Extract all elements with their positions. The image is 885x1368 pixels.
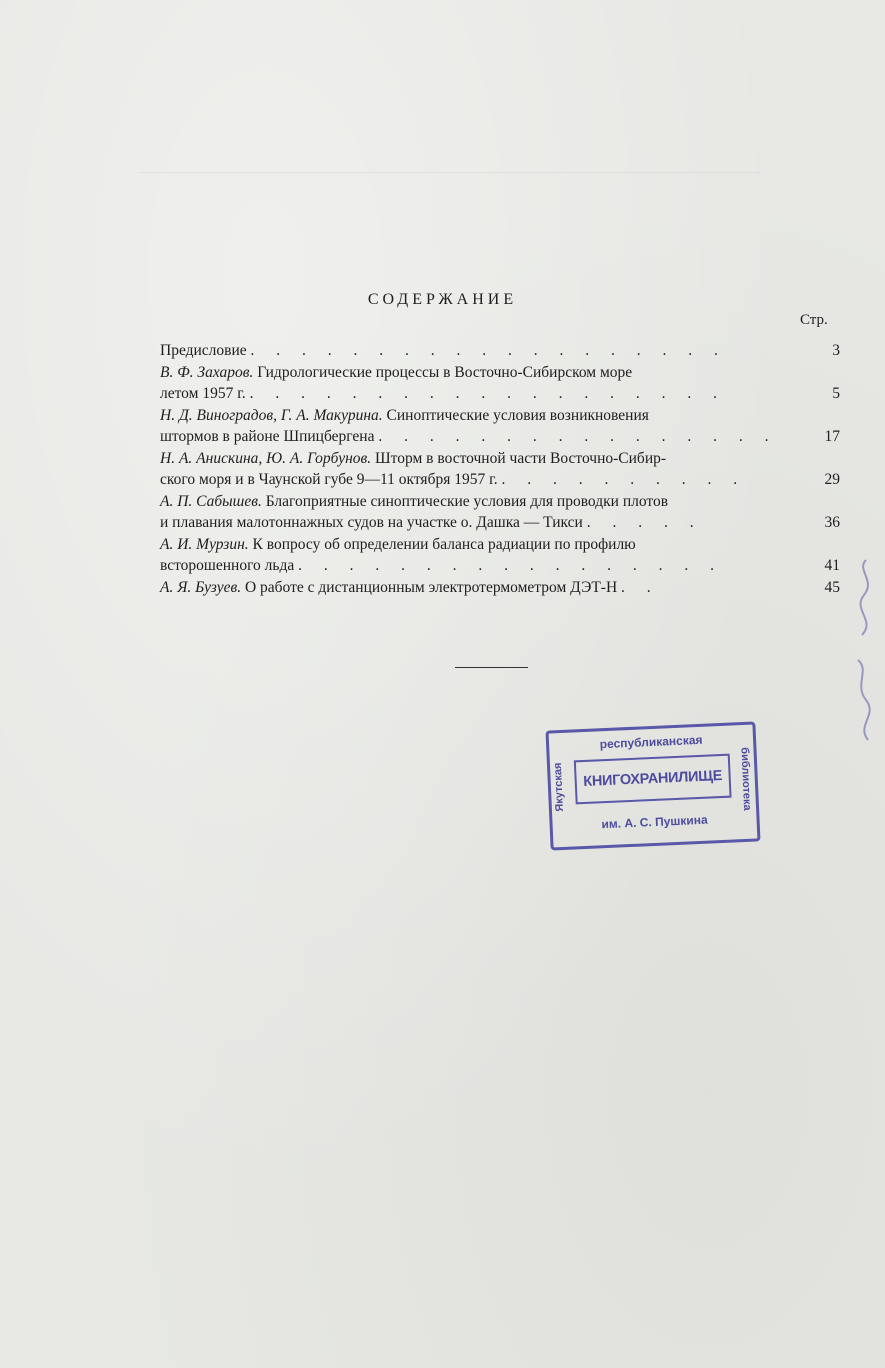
toc-entry-author: Н. Д. Виноградов, Г. А. Макурина. xyxy=(160,406,383,424)
stamp-left-text: Якутская xyxy=(551,762,567,812)
toc-entry xyxy=(160,340,840,362)
table-of-contents xyxy=(160,340,840,598)
handwritten-mark-icon xyxy=(836,540,885,760)
toc-entry-author: А. П. Сабышев. xyxy=(160,492,262,510)
toc-entry-page: 17 xyxy=(824,428,840,445)
toc-title: СОДЕРЖАНИЕ xyxy=(367,291,518,308)
toc-entry-author: А. И. Мурзин. xyxy=(160,535,249,553)
toc-entry-title-cont: ского моря и в Чаунской губе 9—11 октября 1957 г. xyxy=(160,471,498,488)
leader-dots: . . . . . . . . . . . . . . . . . . . xyxy=(249,385,726,402)
toc-entry-title: Шторм в восточной части Восточно-Сибир- xyxy=(371,449,667,467)
toc-entry xyxy=(160,362,840,405)
toc-entry-author: А. Я. Бузуев. xyxy=(160,578,242,596)
toc-entry-title-cont: и плавания малотоннажных судов на участке о. Дашка — Тикси xyxy=(160,514,583,531)
leader-dots: . . . . . . . . . . . . . . . . . xyxy=(298,557,723,574)
bleed-through-rule xyxy=(140,172,760,173)
section-divider xyxy=(455,667,528,668)
stamp-top-text: республиканская xyxy=(599,732,703,752)
toc-entry-title: Предисловие xyxy=(160,342,247,359)
toc-entry xyxy=(160,448,840,491)
toc-entry xyxy=(160,534,840,577)
toc-entry xyxy=(160,491,840,534)
toc-entry xyxy=(160,577,840,599)
toc-entry-page: 45 xyxy=(824,578,840,596)
toc-entry-author: Н. А. Анискина, Ю. А. Горбунов. xyxy=(160,449,372,467)
leader-dots: . . . . . xyxy=(586,514,703,531)
toc-entry-title-cont: штормов в районе Шпицбергена xyxy=(160,428,375,445)
toc-entry-text xyxy=(160,491,790,534)
toc-entry-title: Гидрологические процессы в Восточно-Сибирском море xyxy=(253,363,633,381)
toc-entry-text xyxy=(160,362,790,405)
toc-entry-author: В. Ф. Захаров. xyxy=(160,363,254,381)
toc-entry-text xyxy=(160,340,790,362)
leader-dots: . . . . . . . . . . xyxy=(501,471,747,488)
toc-entry-title: Синоптические условия возникновения xyxy=(382,406,649,424)
toc-entry-text xyxy=(160,448,790,491)
toc-entry-page: 3 xyxy=(832,342,840,359)
toc-entry xyxy=(160,405,840,448)
toc-entry-title-cont: летом 1957 г. xyxy=(160,385,246,402)
stamp-bottom-text: им. А. С. Пушкина xyxy=(601,812,708,832)
toc-entry-page: 41 xyxy=(824,557,840,574)
stamp-center-text: КНИГОХРАНИЛИЩЕ xyxy=(574,754,732,805)
leader-dots: . . xyxy=(621,578,660,596)
page-column-label: Стр. xyxy=(800,312,828,328)
toc-entry-page: 5 xyxy=(832,385,840,402)
toc-entry-title: К вопросу об определении баланса радиации по профилю xyxy=(248,535,636,553)
leader-dots: . . . . . . . . . . . . . . . . xyxy=(378,428,778,445)
toc-entry-page: 29 xyxy=(824,471,840,488)
toc-entry-title: Благоприятные синоптические условия для проводки плотов xyxy=(261,492,669,510)
toc-entry-text xyxy=(160,534,790,577)
library-stamp xyxy=(545,721,760,850)
stamp-right-text: библиотека xyxy=(738,747,754,811)
toc-entry-page: 36 xyxy=(824,514,840,531)
leader-dots: . . . . . . . . . . . . . . . . . . . xyxy=(250,342,727,359)
toc-entry-title-cont: всторошенного льда xyxy=(160,557,295,574)
toc-entry-title: О работе с дистанционным электротермометром ДЭТ-Н xyxy=(241,578,618,596)
toc-entry-text xyxy=(160,577,790,599)
toc-entry-text xyxy=(160,405,790,448)
